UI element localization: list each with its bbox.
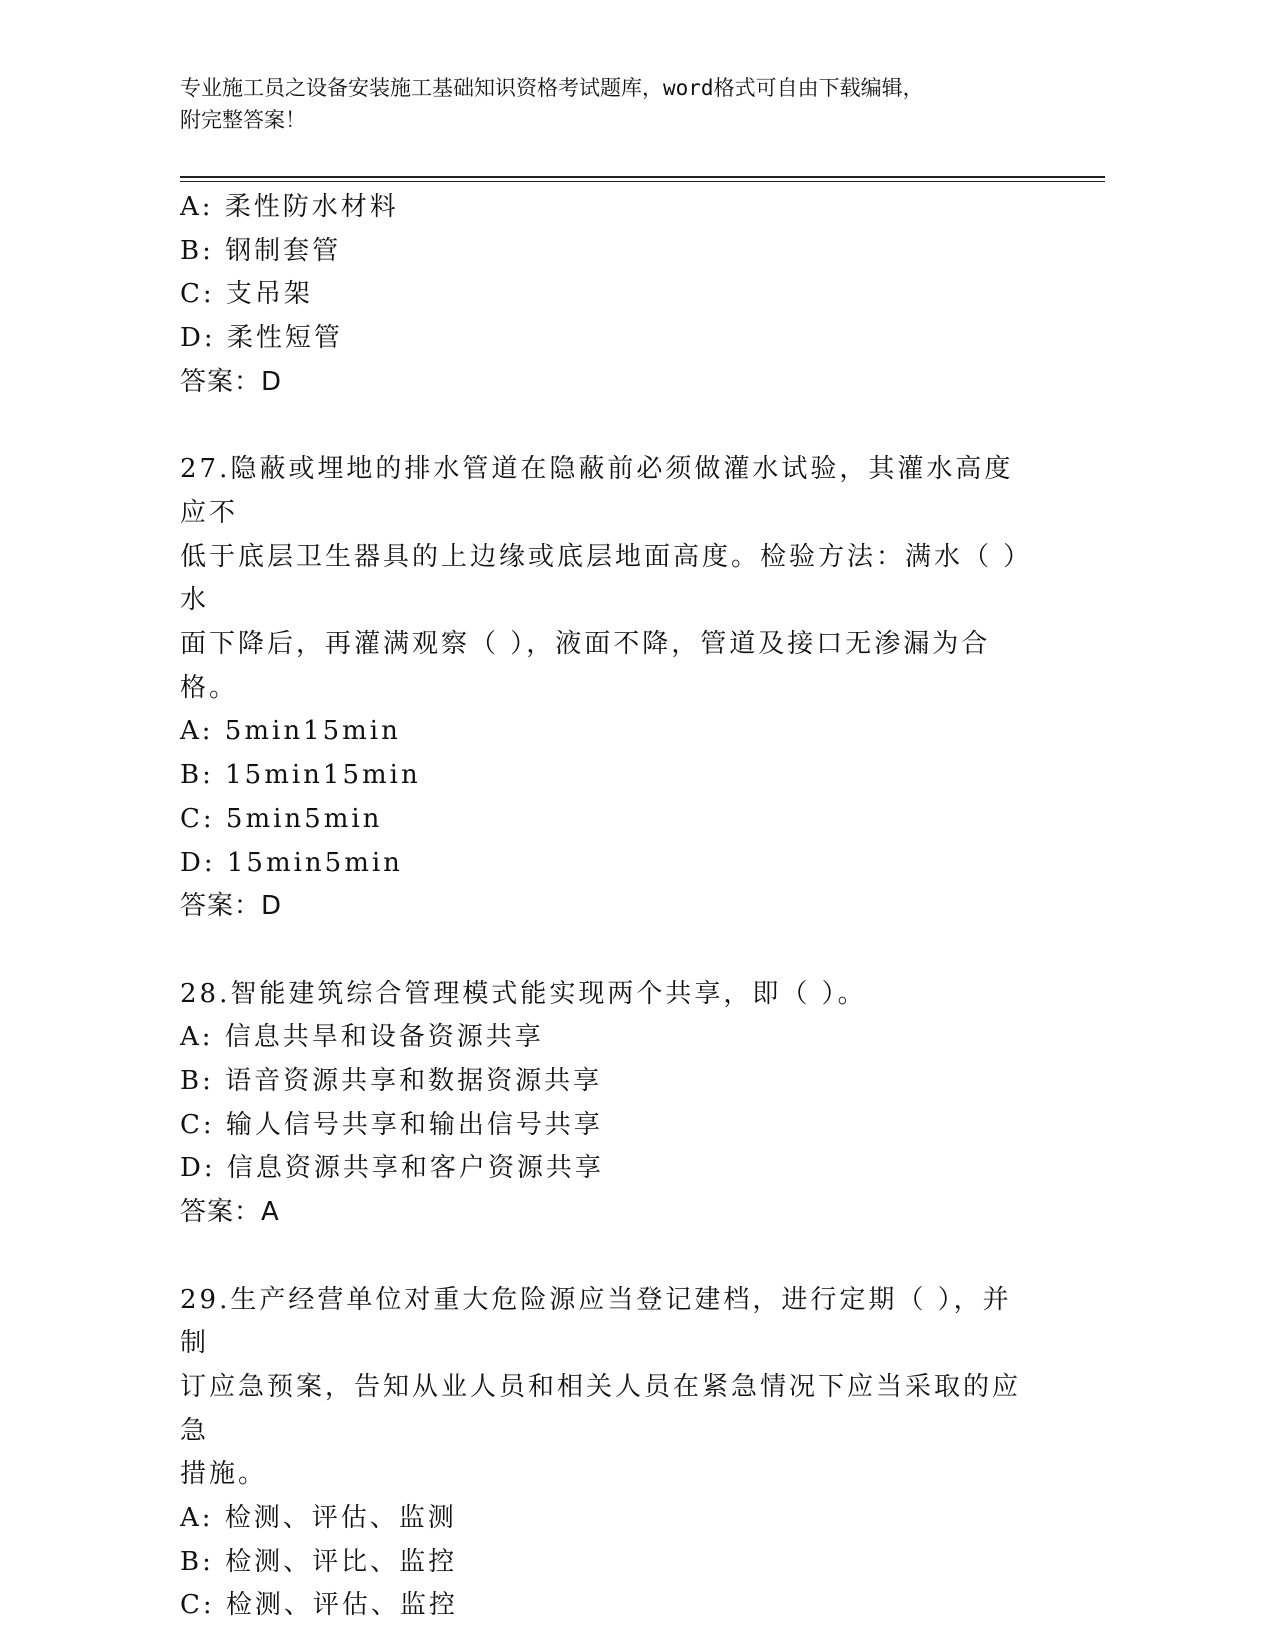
answer: 答案：D bbox=[180, 891, 283, 922]
header-line-2: 附完整答案！ bbox=[180, 108, 306, 132]
option-a: A: 信息共旱和设备资源共享 bbox=[180, 1022, 544, 1053]
spacer bbox=[180, 405, 1040, 449]
option-d: D: 15min5min bbox=[180, 847, 403, 878]
option-b: B: 钢制套管 bbox=[180, 235, 342, 266]
spacer bbox=[180, 1235, 1040, 1279]
document-header bbox=[180, 72, 1040, 136]
header-rule-thin bbox=[180, 181, 1105, 182]
question-27 bbox=[180, 448, 1040, 929]
header-line-1: 专业施工员之设备安装施工基础知识资格考试题库，word格式可自由下载编辑， bbox=[180, 76, 924, 100]
question-stem-line: 订应急预案，告知从业人员和相关人员在紧急情况下应当采取的应急 bbox=[180, 1371, 1022, 1446]
option-a: A: 检测、评估、监测 bbox=[180, 1503, 457, 1534]
option-b: B: 检测、评比、监控 bbox=[180, 1546, 458, 1577]
answer: 答案：D bbox=[180, 366, 283, 397]
option-c: C: 5min5min bbox=[180, 803, 383, 834]
spacer bbox=[180, 929, 1040, 973]
question-stem-line: 28.智能建筑综合管理模式能实现两个共享，即（ ）。 bbox=[180, 978, 867, 1009]
option-a: A: 5min15min bbox=[180, 716, 401, 747]
option-c: C: 输人信号共享和输出信号共享 bbox=[180, 1109, 603, 1140]
option-a: A: 柔性防水材料 bbox=[180, 192, 399, 222]
option-c: C: 支吊架 bbox=[180, 279, 313, 310]
option-d: D: 信息资源共享和客户资源共享 bbox=[180, 1153, 604, 1184]
question-26 bbox=[180, 186, 1040, 405]
option-c: C: 检测、评估、监控 bbox=[180, 1590, 458, 1621]
question-stem-line: 面下降后，再灌满观察（ ），液面不降，管道及接口无渗漏为合格。 bbox=[180, 629, 991, 703]
question-28 bbox=[180, 973, 1040, 1235]
question-stem-line: 措施。 bbox=[180, 1459, 268, 1490]
option-b: B: 语音资源共享和数据资源共享 bbox=[180, 1066, 603, 1097]
question-stem-line: 29.生产经营单位对重大危险源应当登记建档，进行定期（ ），并制 bbox=[180, 1284, 1012, 1359]
question-list bbox=[180, 186, 1040, 1628]
question-stem-line: 低于底层卫生器具的上边缘或底层地面高度。检验方法：满水（ ）水 bbox=[180, 541, 1033, 616]
option-b: B: 15min15min bbox=[180, 760, 421, 791]
header-rule-thick bbox=[180, 176, 1105, 178]
option-d: D: 柔性短管 bbox=[180, 323, 343, 354]
answer: 答案：A bbox=[180, 1197, 280, 1228]
question-stem-line: 27.隐蔽或埋地的排水管道在隐蔽前必须做灌水试验，其灌水高度应不 bbox=[180, 454, 1014, 528]
question-29 bbox=[180, 1279, 1040, 1629]
